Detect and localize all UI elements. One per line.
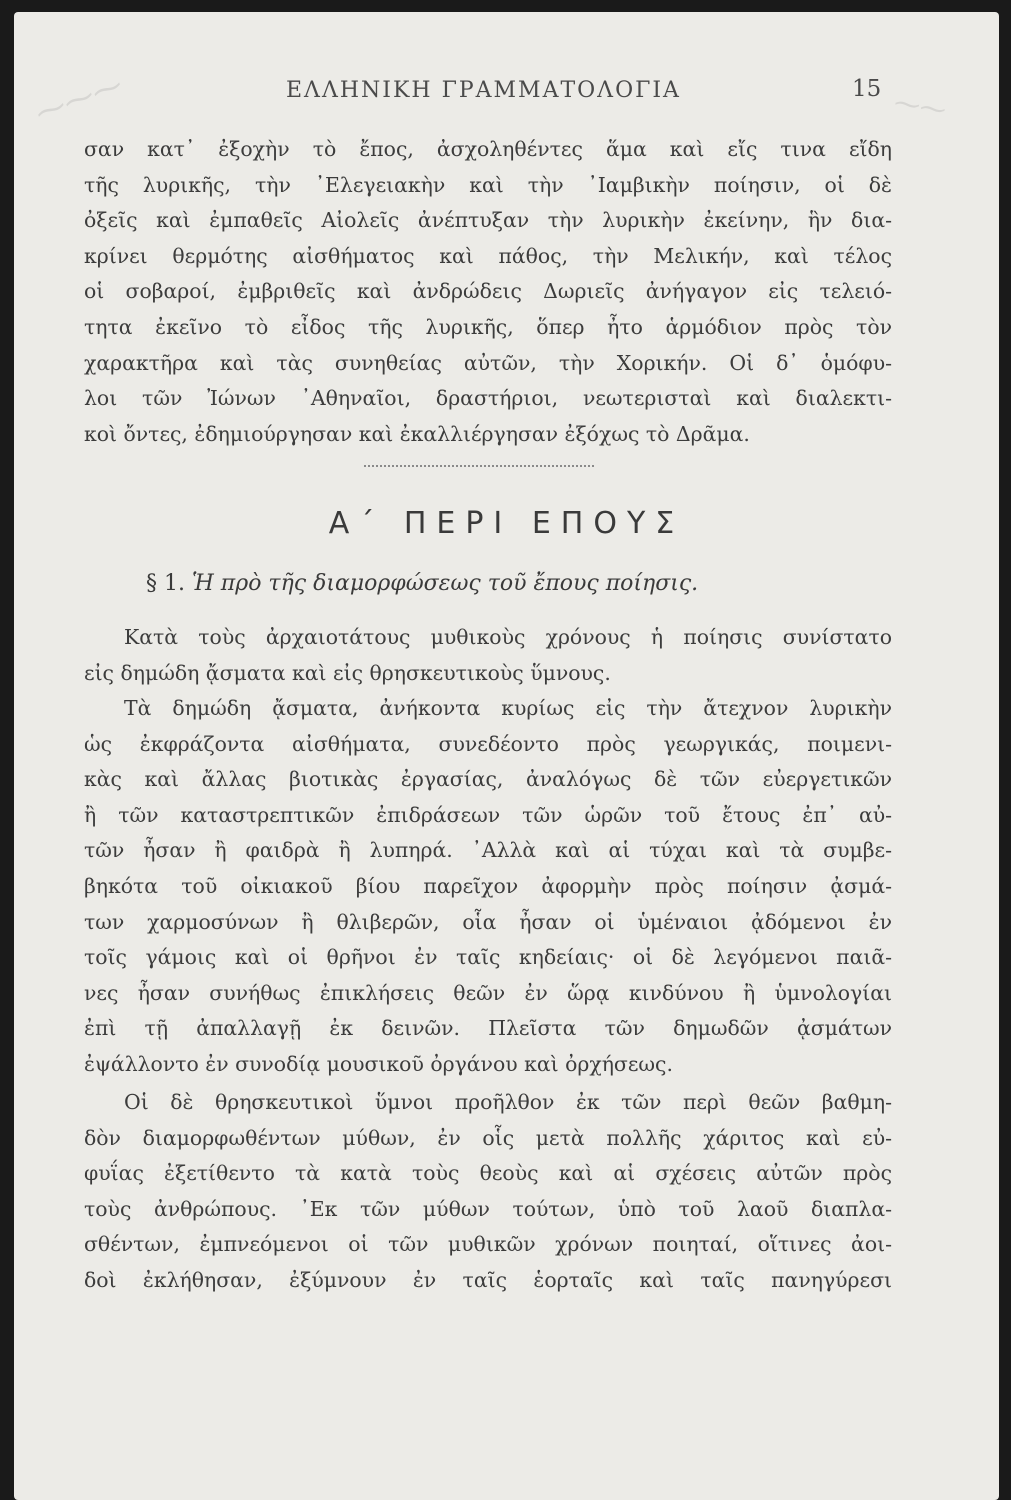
margin-pencil-scribble: ⁓⁓⁓ — [30, 67, 128, 132]
text-line: ἐπὶ τῇ ἀπαλλαγῇ ἐκ δεινῶν. Πλεῖστα τῶν δημωδῶν ᾀσμάτων — [84, 1016, 892, 1041]
page-header — [14, 74, 999, 114]
text-line: σθέντων, ἐμπνεόμενοι οἱ τῶν μυθικῶν χρόνων ποιηταί, οἵτινες ἀοι- — [84, 1232, 892, 1257]
paragraph-2 — [84, 691, 892, 1083]
section-heading: Α΄ ΠΕΡΙ ΕΠΟΥΣ — [328, 506, 685, 541]
text-line: εἰς δημώδη ᾄσματα καὶ εἰς θρησκευτικοὺς ὕμνους. — [84, 660, 611, 685]
margin-pencil-scribble: ⁓⁓ — [891, 87, 949, 127]
text-line: λοι τῶν Ἰώνων ᾿Αθηναῖοι, δραστήριοι, νεωτερισταὶ καὶ διαλεκτι- — [84, 386, 892, 411]
text-line: οἱ σοβαροί, ἐμβριθεῖς καὶ ἀνδρώδεις Δωριεῖς ἀνήγαγον εἰς τελειό- — [84, 279, 892, 304]
text-line: δὸν διαμορφωθέντων μύθων, ἐν οἷς μετὰ πολλῆς χάριτος καὶ εὐ- — [84, 1125, 892, 1150]
text-line: κρίνει θερμότης αἰσθήματος καὶ πάθος, τὴν Μελικήν, καὶ τέλος — [84, 243, 892, 268]
text-line: ὡς ἐκφράζοντα αἰσθήματα, συνεδέοντο πρὸς γεωργικάς, ποιμενι- — [84, 731, 892, 756]
subsection-title: Ἡ πρὸ τῆς διαμορφώσεως τοῦ ἔπους ποίησις. — [191, 571, 699, 596]
text-line: σαν κατ᾽ ἐξοχὴν τὸ ἔπος, ἀσχοληθέντες ἅμα καὶ εἴς τινα εἴδη — [84, 137, 892, 161]
book-page — [14, 12, 999, 1500]
text-line: κοὶ ὄντες, ἐδημιούργησαν καὶ ἐκαλλιέργησαν ἐξόχως τὸ Δρᾶμα. — [84, 421, 750, 446]
subsection-heading — [146, 571, 698, 596]
section-divider — [364, 465, 594, 467]
text-line: τοῖς γάμοις καὶ οἱ θρῆνοι ἐν ταῖς κηδείαις· οἱ δὲ λεγόμενοι παιᾶ- — [84, 945, 892, 970]
text-line: χαρακτῆρα καὶ τὰς συνηθείας αὐτῶν, τὴν Χορικήν. Οἱ δ᾽ ὁμόφυ- — [84, 350, 892, 375]
text-line: Τὰ δημώδη ᾄσματα, ἀνήκοντα κυρίως εἰς τὴν ἄτεχνον λυρικὴν — [124, 696, 892, 720]
text-line: τητα ἐκεῖνο τὸ εἶδος τῆς λυρικῆς, ὅπερ ἦτο ἁρμόδιον πρὸς τὸν — [84, 314, 892, 339]
page-number: 15 — [852, 76, 882, 102]
text-line: ἐψάλλοντο ἐν συνοδίᾳ μουσικοῦ ὀργάνου καὶ ὀρχήσεως. — [84, 1051, 673, 1076]
paragraph-3 — [84, 1085, 892, 1299]
running-title: ΕΛΛΗΝΙΚΗ ΓΡΑΜΜΑΤΟΛΟΓΙΑ — [286, 78, 681, 103]
text-line: ἢ τῶν καταστρεπτικῶν ἐπιδράσεων τῶν ὡρῶν τοῦ ἔτους ἐπ᾽ αὐ- — [84, 802, 892, 827]
text-line: Κατὰ τοὺς ἀρχαιοτάτους μυθικοὺς χρόνους ἡ ποίησις συνίστατο — [124, 625, 892, 649]
subsection-number: § 1. — [146, 571, 185, 596]
text-line: τῆς λυρικῆς, τὴν ᾿Ελεγειακὴν καὶ τὴν ᾿Ιαμβικὴν ποίησιν, οἱ δὲ — [84, 172, 892, 197]
text-line: τοὺς ἀνθρώπους. ᾿Εκ τῶν μύθων τούτων, ὑπὸ τοῦ λαοῦ διαπλα- — [84, 1196, 892, 1221]
text-line: τῶν ἦσαν ἢ φαιδρὰ ἢ λυπηρά. ᾿Αλλὰ καὶ αἱ τύχαι καὶ τὰ συμβε- — [84, 838, 892, 863]
text-line: δοὶ ἐκλήθησαν, ἐξύμνουν ἐν ταῖς ἑορταῖς καὶ ταῖς πανηγύρεσι — [84, 1267, 892, 1292]
text-line: Οἱ δὲ θρησκευτικοὶ ὕμνοι προῆλθον ἐκ τῶν περὶ θεῶν βαθμη- — [124, 1090, 892, 1114]
text-line: βηκότα τοῦ οἰκιακοῦ βίου παρεῖχον ἀφορμὴν πρὸς ποίησιν ᾀσμά- — [84, 873, 892, 898]
text-line: κὰς καὶ ἄλλας βιοτικὰς ἐργασίας, ἀναλόγως δὲ τῶν εὐεργετικῶν — [84, 767, 892, 792]
text-line: νες ἦσαν συνήθως ἐπικλήσεις θεῶν ἐν ὥρᾳ κινδύνου ἢ ὑμνολογίαι — [84, 980, 892, 1005]
intro-paragraph — [84, 132, 892, 452]
text-line: ὀξεῖς καὶ ἐμπαθεῖς Αἰολεῖς ἀνέπτυξαν τὴν λυρικὴν ἐκείνην, ἣν δια- — [84, 208, 892, 233]
text-line: των χαρμοσύνων ἢ θλιβερῶν, οἷα ἦσαν οἱ ὑμέναιοι ᾀδόμενοι ἐν — [84, 909, 892, 934]
paragraph-1 — [84, 620, 892, 691]
text-line: φυΐας ἐξετίθεντο τὰ κατὰ τοὺς θεοὺς καὶ αἱ σχέσεις αὐτῶν πρὸς — [84, 1161, 892, 1186]
